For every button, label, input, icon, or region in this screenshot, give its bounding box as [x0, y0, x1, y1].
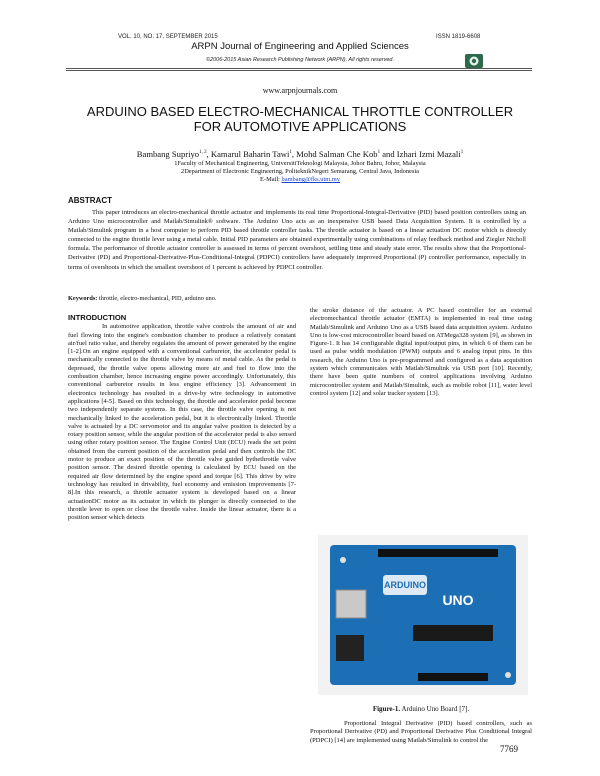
volume-line: VOL. 10, NO. 17, SEPTEMBER 2015	[118, 34, 218, 40]
keywords-label: Keywords:	[68, 295, 98, 302]
keywords-line	[68, 295, 528, 302]
page-number: 7769	[500, 744, 518, 754]
header-rule-2	[66, 70, 532, 71]
title-line-1: ARDUINO BASED ELECTRO-MECHANICAL THROTTLE CONTROLLER	[86, 104, 514, 119]
paper-title	[0, 104, 600, 134]
abstract-text	[68, 208, 526, 272]
affiliation-1: 1Faculty of Mechanical Engineering, UniversitiTeknologi Malaysia, Johor Bahru, Johor, Malaysia	[174, 160, 426, 167]
left-column	[68, 314, 296, 522]
right-bottom-body: Proportional Integral Derivative (PID) based controllers, such as Proportional Derivative (PD) and Proportional Derivative Plus Conditional Integral (PDPCI) [14] are implemented using Matlab/Simulink to control the	[310, 720, 532, 744]
header-rule	[66, 68, 532, 69]
abstract-body: This paper introduces an electro-mechanical throttle actuator and implements its real time Proportional-Integral-Derivative (PID) based position controllers using an Arduino Uno microcontroller and Matlab/Simulink® software. The Arduino Uno acts as an inexpensive USB based Data Acquisition System. It is controlled by a Matlab/Simulink program in a host computer to perform PID based throttle controller tasks. The throttle actuator is based on a linear actuation DC motor which is directly connected to the engine throttle lever using a metal cable. Initial PID parameters are obtained experimentally using combinations of relay feedback method and Ziegler Nicholl formula. The performance of throttle actuator controller is assessed in terms of percent overshoot, settling time and steady state error. The results show that the Proportional-Derivative (PD) and Proportional-Derivative-Plus-Conditional-Integral (PDPCI) controllers have adequately improved Proportional (P) controller performance, especially in terms of overshoots in which the smallest overshoot of 1 percent is achieved by PDPCI controller.	[68, 209, 526, 271]
intro-left-body: In automotive application, throttle valve controls the amount of air and fuel flowing into the engine's combustion chamber to produce a relatively constant air/fuel ratio value, and thereby regulates the amount of power generated by the engine [1-2].On an engine equipped with a conventional carburetor, the accelerator pedal is mechanically connected to the throttle valve by means of metal cable. As the pedal is depressed, the throttle valve opens allowing more air and fuel to flow into the combustion chamber, hence increasing engine power accordingly. Unfortunately, this conventional carburetor results in less engine efficiency [3]. Advancement in electronics technology has resulted in a drive-by wire technology in automotive applications [4-5]. Based on this technology, the throttle and accelerator pedal become two independently separate systems. In this case, the throttle valve opening is not mechanically linked to the acceleration pedal, but it is electronically linked. Throttle valve is actuated by a DC servomotor and its angular valve position is detected by a rotary position sensor, while the angular position of the accelerator pedal is also sensed using other rotary position sensor. The Engine Control Unit (ECU) reads the set point obtained from the current position of the acceleration pedal and then controls the DC motor to produce an exact position of the throttle valve guided bythethrottle valve position sensor. The desired throttle opening is calculated by ECU based on the required air flow determined by the engine speed and torque [6]. This drive by wire technology has resulted in drivability, fuel economy and emission improvements [7-8].In this research, a throttle actuator system is developed based on a linear actuationDC motor as its actuator in which its plunger is directly connected to the throttle lever to open or close the throttle valve. Inside the linear actuator, there is a position sensor which detects	[68, 323, 296, 522]
abstract-heading: ABSTRACT	[68, 196, 112, 205]
board-logo-text: ARDUINO	[384, 580, 426, 590]
figure-caption-label: Figure-1.	[372, 705, 401, 713]
email-label: E-Mail:	[260, 176, 280, 183]
title-line-2: FOR AUTOMOTIVE APPLICATIONS	[193, 119, 407, 134]
author-list: Bambang Supriyo$^{1, 2}$, Kamarul Baharin Tawi$^1$, Mohd Salman Che Kob$^1$ and Izhari Izmi Mazali$^1$	[136, 148, 464, 159]
issn: ISSN 1819-6608	[436, 34, 481, 40]
email-link[interactable]: bambang@fks.utm.my	[281, 176, 340, 183]
email-line	[0, 176, 600, 184]
right-bottom-text	[310, 720, 532, 745]
journal-url[interactable]: www.arpnjournals.com	[262, 86, 338, 95]
journal-logo-icon	[465, 54, 483, 68]
right-column-text: the stroke distance of the actuator. A PC based controller for an external electromechanical throttle actuator (EMTA) is implemented in real time using Matlab/Simulink and Arduino Uno as a USB based data acquisition system. Arduino Uno is low-cost microcontroller board based on ATMega328 system [9], as shown in Figure-1. It has 14 configurable digital input/output pins, in which 6 of them can be used as pulse width modulation (PWM) outputs and 6 analog input pins. In this research, the Arduino Uno is pre-programmed and configured as a data acquisition system which communicates with Matlab/Simulink via USB port [10]. Recently, there have been quite numbers of control applications involving Arduino microcontroller system and Matlab/Simulink, such as mobile robot [11], water level control system [12] and solar tracker system [13].	[310, 307, 532, 397]
board-model-text: UNO	[442, 592, 474, 608]
figure-caption	[310, 705, 532, 713]
copyright-line: ©2006-2015 Asian Research Publishing Network (ARPN). All rights reserved.	[206, 57, 394, 63]
intro-left-text	[68, 323, 296, 522]
affiliation-2: 2Department of Electronic Engineering, PoliteknikNegeri Semarang, Central Java, Indonesia	[181, 168, 419, 175]
intro-heading: INTRODUCTION	[68, 313, 127, 322]
arduino-figure	[318, 535, 528, 695]
journal-name: ARPN Journal of Engineering and Applied Sciences	[191, 41, 409, 52]
keywords-text: throttle, electro-mechanical, PID, arduino uno.	[98, 295, 217, 302]
figure-caption-text: Arduino Uno Board [7].	[401, 705, 470, 713]
